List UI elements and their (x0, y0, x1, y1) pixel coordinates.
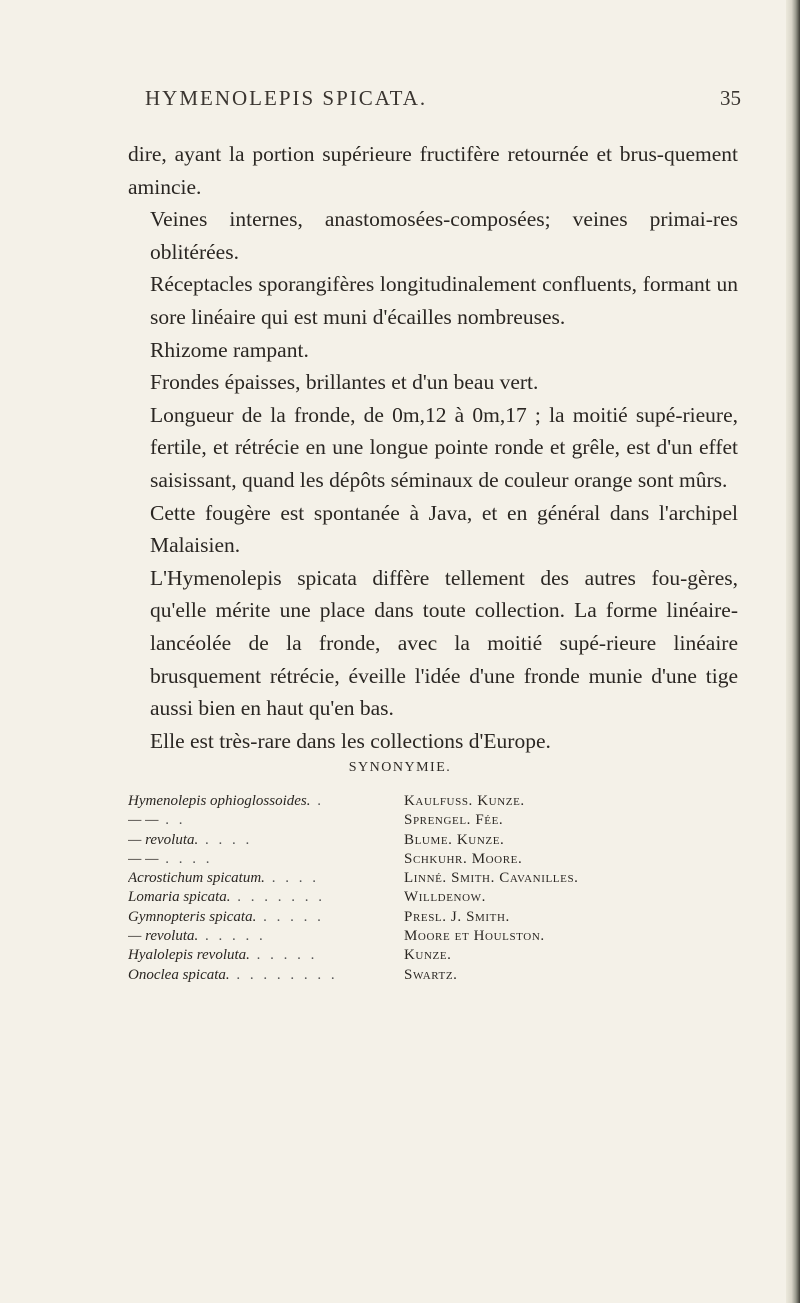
synonym-authority: Blume. Kunze. (404, 831, 505, 848)
synonymy-row (128, 851, 768, 870)
synonymy-row (128, 967, 768, 986)
page-binding-shadow (786, 0, 800, 1303)
synonym-name-text: — revoluta. (128, 831, 199, 848)
leader-dots: . . . . . (198, 928, 266, 945)
synonym-name-text: Hymenolepis ophioglossoides. (128, 793, 311, 809)
leader-dots: . . . . (198, 831, 253, 848)
synonymy-row (128, 793, 768, 812)
synonym-authority: Willdenow. (404, 889, 486, 906)
leader-dots: . . . . . . . (230, 889, 326, 906)
synonym-authority: Sprengel. Fée. (404, 812, 504, 829)
synonym-name-text: Hyalolepis revoluta. (128, 947, 250, 964)
synonym-name (128, 928, 400, 945)
paragraph-6: Longueur de la fronde, de 0m,12 à 0m,17 ; la moitié supé-rieure, fertile, et rétrécie en une longue pointe ronde et grêle, est d'un effet saisissant, quand les dépôts séminaux de couleur orange sont mûrs. (150, 402, 738, 492)
synonymy-row (128, 928, 768, 947)
leader-dots: . . . . . . . . (229, 966, 338, 983)
synonym-name (128, 851, 400, 868)
synonym-name (128, 889, 400, 906)
leader-dots: . (310, 793, 324, 809)
synonym-name-text: — revoluta. (128, 928, 199, 945)
paragraph-8: L'Hymenolepis spicata diffère tellement des autres fou-gères, qu'elle mérite une place dans toute collection. La forme linéaire-lancéolée de la fronde, avec la moitié supé-rieure linéaire brusquement rétrécie, éveille l'idée d'une fronde munie d'une tige aussi bien en haut qu'en bas. (150, 565, 738, 721)
leader-dots: . . . . (264, 870, 319, 887)
synonym-name-text: — — (128, 850, 159, 867)
running-header (0, 86, 800, 116)
synonymy-heading: SYNONYMIE. (348, 760, 452, 775)
synonym-name (128, 793, 400, 810)
paragraph-5: Frondes épaisses, brillantes et d'un beau vert. (150, 370, 539, 395)
synonym-name-text: — — (128, 812, 159, 829)
paragraph-2: Veines internes, anastomosées-composées; veines primai-res oblitérées. (150, 207, 738, 264)
synonym-name-text: Acrostichum spicatum. (128, 870, 265, 887)
synonym-name-text: Onoclea spicata. (128, 966, 230, 983)
synonymy-row (128, 870, 768, 889)
leader-dots: . . . . . (249, 947, 318, 964)
paragraph-4: Rhizome rampant. (150, 337, 309, 362)
synonym-name (128, 812, 400, 829)
synonym-name (128, 967, 400, 984)
synonymy-table (128, 793, 768, 986)
synonym-authority: Linné. Smith. Cavanilles. (404, 870, 579, 887)
synonymy-row (128, 909, 768, 928)
synonym-name-text: Gymnopteris spicata. (128, 908, 257, 925)
paragraph-7: Cette fougère est spontanée à Java, et en général dans l'archipel Malaisien. (150, 500, 738, 558)
paragraph-9: Elle est très-rare dans les collections d'Europe. (150, 728, 551, 753)
synonymy-row (128, 812, 768, 831)
synonym-name-text: Lomaria spicata. (128, 889, 231, 906)
paragraph-3: Réceptacles sporangifères longitudinalement confluents, formant un sore linéaire qui est muni d'écailles nombreuses. (150, 272, 738, 329)
synonym-authority: Moore et Houlston. (404, 928, 545, 945)
synonymy-row (128, 889, 768, 908)
synonymy-row (128, 832, 768, 851)
synonym-authority: Kaulfuss. Kunze. (404, 793, 525, 809)
synonym-name (128, 947, 400, 964)
synonym-authority: Presl. J. Smith. (404, 908, 510, 925)
synonym-name (128, 870, 400, 887)
synonym-authority: Schkuhr. Moore. (404, 850, 523, 867)
synonymy-row (128, 947, 768, 966)
page-number: 35 (720, 86, 741, 110)
running-title: HYMENOLEPIS SPICATA. (145, 86, 428, 110)
paragraph-1: dire, ayant la portion supérieure fructifère retournée et brus-quement amincie. (128, 142, 738, 199)
body-text (128, 138, 738, 757)
synonym-name (128, 832, 400, 849)
leader-dots: . . . . (158, 850, 213, 867)
synonym-authority: Swartz. (404, 966, 458, 983)
synonym-name (128, 909, 400, 926)
leader-dots: . . . . . (256, 908, 324, 925)
leader-dots: . . (158, 812, 186, 829)
synonym-authority: Kunze. (404, 947, 452, 964)
